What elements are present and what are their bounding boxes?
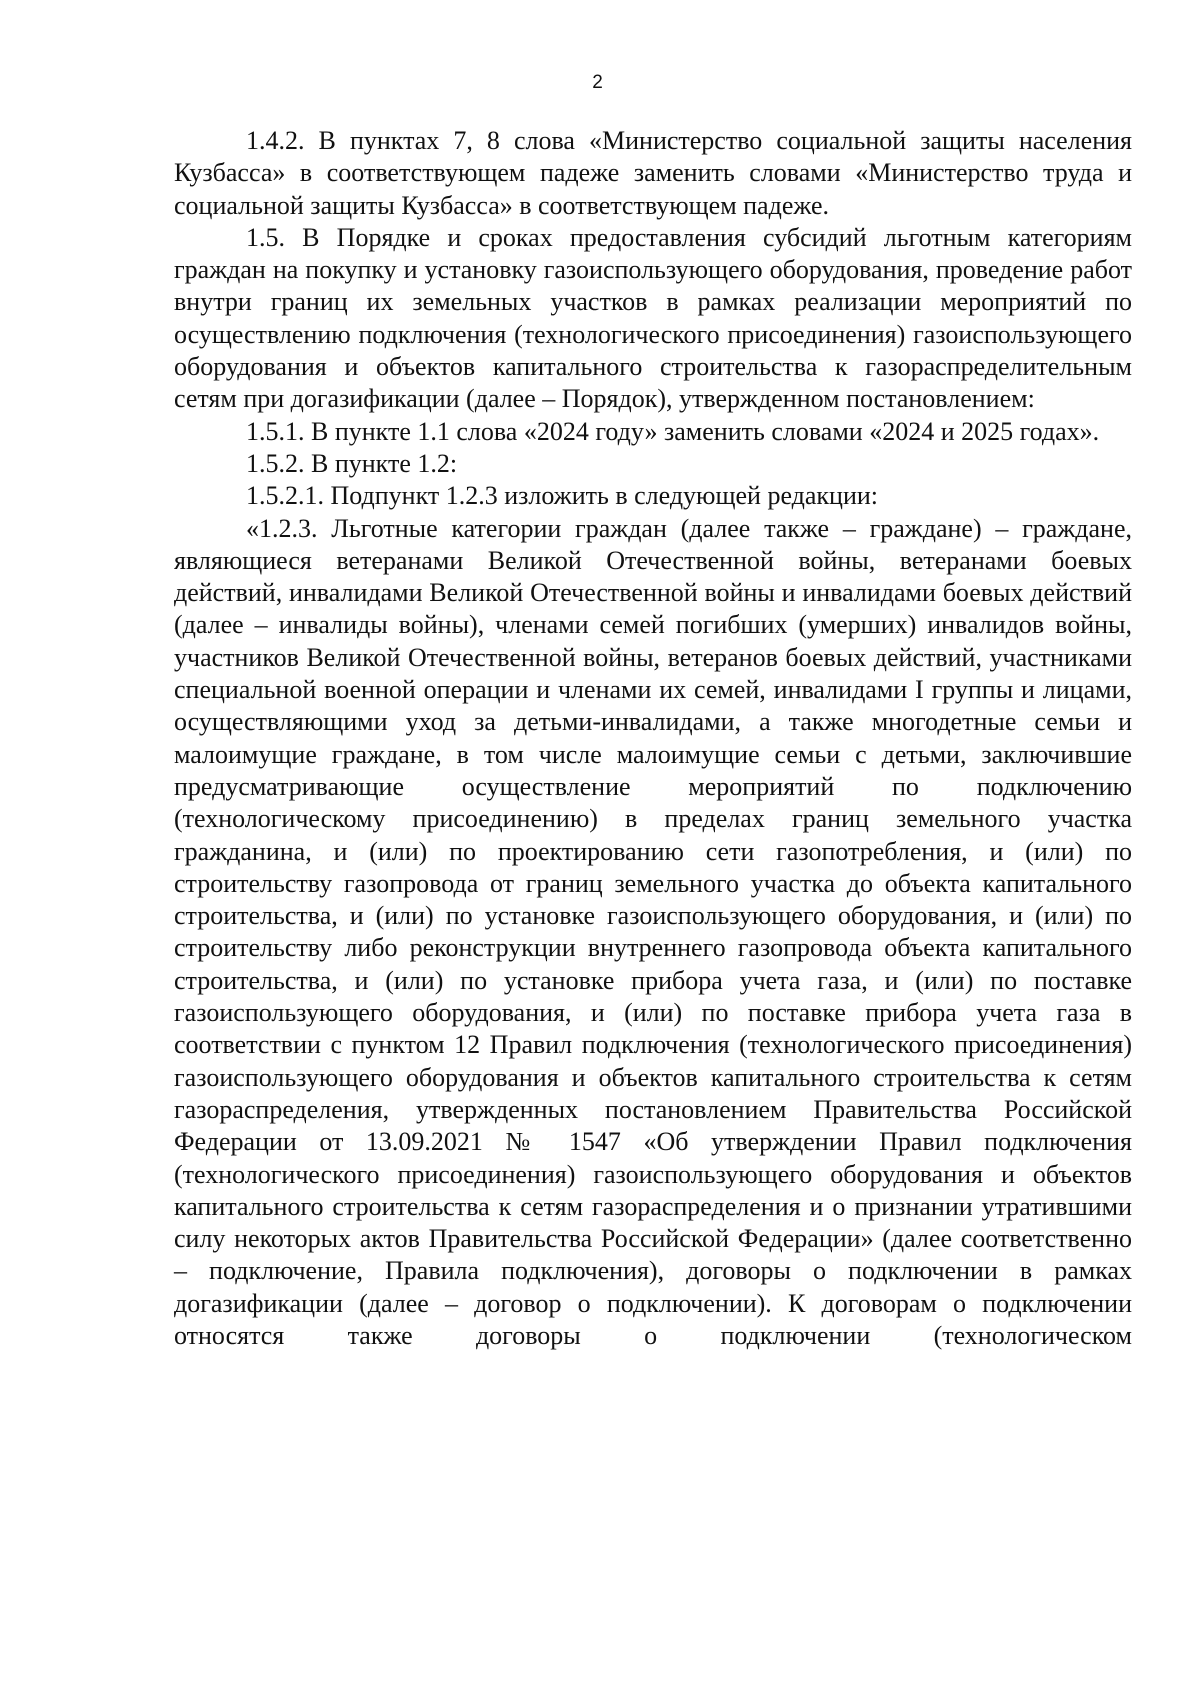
document-body — [174, 125, 1132, 1352]
paragraph-1-2-3-quote: «1.2.3. Льготные категории граждан (далее также – граждане) – граждане, являющиеся ветеранами Великой Отечественной войны, ветеранами боевых действий, инвалидами Великой Отечественной войны и инвалидами боевых действий (далее – инвалиды войны), членами семей погибших (умерших) инвалидов войны, участников Великой Отечественной войны, ветеранов боевых действий, участниками специальной военной операции и членами их семей, инвалидами I группы и лицами, осуществляющими уход за детьми-инвалидами, а также многодетные семьи и малоимущие граждане, в том числе малоимущие семьи с детьми, заключившие предусматривающие осуществление мероприятий по подключению (технологическому присоединению) в пределах границ земельного участка гражданина, и (или) по проектированию сети газопотребления, и (или) по строительству газопровода от границ земельного участка до объекта капитального строительства, и (или) по установке газоиспользующего оборудования, и (или) по строительству либо реконструкции внутреннего газопровода объекта капитального строительства, и (или) по установке прибора учета газа, и (или) по поставке газоиспользующего оборудования, и (или) по поставке прибора учета газа в соответствии с пунктом 12 Правил подключения (технологического присоединения) газоиспользующего оборудования и объектов капитального строительства к сетям газораспределения, утвержденных постановлением Правительства Российской Федерации от 13.09.2021 № 1547 «Об утверждении Правил подключения (технологического присоединения) газоиспользующего оборудования и объектов капитального строительства к сетям газораспределения и о признании утратившими силу некоторых актов Правительства Российской Федерации» (далее соответственно – подключение, Правила подключения), договоры о подключении в рамках догазификации (далее – договор о подключении). К договорам о подключении относятся также договоры о подключении (технологическом — [174, 513, 1132, 1350]
page-number: 2 — [592, 72, 603, 93]
paragraph-1-5-2-1: 1.5.2.1. Подпункт 1.2.3 изложить в следующей редакции: — [246, 481, 879, 511]
paragraph-1-5: 1.5. В Порядке и сроках предоставления субсидий льготным категориям граждан на покупку и установку газоиспользующего оборудования, проведение работ внутри границ их земельных участков в рамках реализации мероприятий по осуществлению подключения (технологического присоединения) газоиспользующего оборудования и объектов капитального строительства к газораспределительным сетям при догазификации (далее – Порядок), утвержденном постановлением: — [174, 222, 1132, 414]
paragraph-1-5-1: 1.5.1. В пункте 1.1 слова «2024 году» заменить словами «2024 и 2025 годах». — [246, 416, 1100, 446]
paragraph-1-4-2: 1.4.2. В пунктах 7, 8 слова «Министерство социальной защиты населения Кузбасса» в соответствующем падеже заменить словами «Министерство труда и социальной защиты Кузбасса» в соответствующем падеже. — [174, 126, 1132, 220]
paragraph-1-5-2: 1.5.2. В пункте 1.2: — [246, 448, 458, 478]
